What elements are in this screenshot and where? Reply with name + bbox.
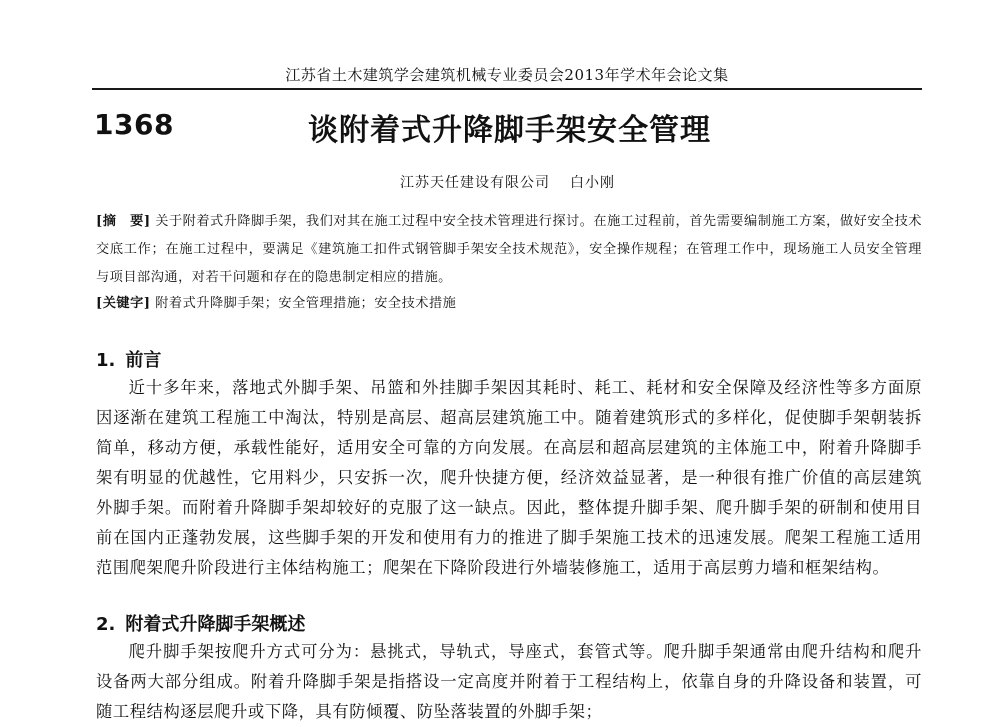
- section-title: 前言: [125, 350, 162, 371]
- running-header: 江苏省土木建筑学会建筑机械专业委员会2013年学术年会论文集: [285, 66, 729, 84]
- paragraph: 爬升脚手架按爬升方式可分为：悬挑式，导轨式，导座式，套管式等。爬升脚手架通常由爬升结构和爬升设备两大部分组成。附着升降脚手架是指搭设一定高度并附着于工程结构上，依靠自身的升降设备和装置，可随工程结构逐层爬升或下降，具有防倾覆、防坠落装置的外脚手架；: [96, 642, 922, 721]
- section-heading-introduction: [96, 346, 161, 372]
- keywords: [96, 292, 922, 311]
- paper-number: 1368: [94, 108, 174, 141]
- header-rule: [92, 88, 922, 90]
- keywords-label: [关键字]: [96, 296, 151, 311]
- section-body-overview: [96, 637, 922, 727]
- section-title: 附着式升降脚手架概述: [125, 614, 306, 635]
- section-number: 2.: [96, 614, 116, 635]
- paragraph: 近十多年来，落地式外脚手架、吊篮和外挂脚手架因其耗时、耗工、耗材和安全保障及经济性等多方面原因逐渐在建筑工程施工中淘汰，特别是高层、超高层建筑施工中。随着建筑形式的多样化，促使脚手架朝装拆简单，移动方便，承载性能好，适用安全可靠的方向发展。在高层和超高层建筑的主体施工中，附着升降脚手架有明显的优越性，它用料少，只安拆一次，爬升快捷方便，经济效益显著，是一种很有推广价值的高层建筑外脚手架。而附着升降脚手架却较好的克服了这一缺点。因此，整体提升脚手架、爬升脚手架的研制和使用目前在国内正蓬勃发展，这些脚手架的开发和使用有力的推进了脚手架施工技术的迅速发展。爬架工程施工适用范围爬架爬升阶段进行主体结构施工；爬架在下降阶段进行外墙装修施工，适用于高层剪力墙和框架结构。: [96, 378, 922, 577]
- abstract-text: 关于附着式升降脚手架，我们对其在施工过程中安全技术管理进行探讨。在施工过程前，首先需要编制施工方案，做好安全技术交底工作；在施工过程中，要满足《建筑施工扣件式钢管脚手架安全技术规范》，安全操作规程；在管理工作中，现场施工人员安全管理与项目部沟通，对若干问题和存在的隐患制定相应的措施。: [96, 214, 922, 285]
- keywords-text: 附着式升降脚手架；安全管理措施；安全技术措施: [155, 296, 457, 311]
- author-line: [400, 172, 615, 192]
- section-body-introduction: [96, 373, 922, 583]
- section-number: 1.: [96, 350, 116, 371]
- paper-title: 谈附着式升降脚手架安全管理: [308, 113, 711, 148]
- section-heading-overview: [96, 610, 305, 636]
- abstract: [96, 208, 922, 292]
- author-name: 白小刚: [570, 175, 615, 191]
- abstract-label: [摘 要]: [96, 214, 151, 229]
- affiliation: 江苏天任建设有限公司: [400, 175, 550, 191]
